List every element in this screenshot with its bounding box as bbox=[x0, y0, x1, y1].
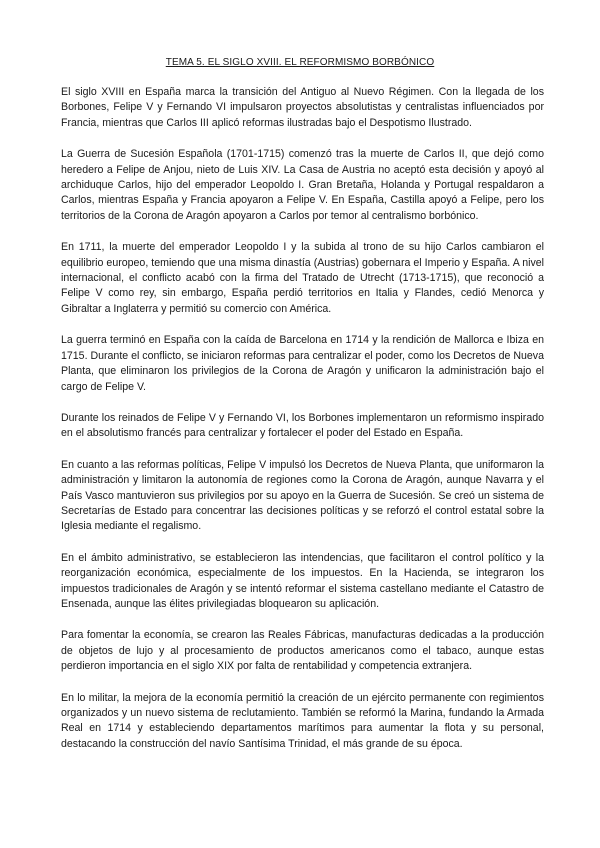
document-body bbox=[61, 85, 544, 768]
paragraph-political-reforms: En cuanto a las reformas políticas, Felipe V impulsó los Decretos de Nueva Planta, que uniformaron la administración y limitaron la autonomía de regiones como la Corona de Aragón, aunque Navarra y el País Vasco mantuvieron sus privilegios por su apoyo en la Guerra de Sucesión. Se creó un sistema de Secretarías de Estado para concentrar las decisiones políticas y se reforzó el control estatal sobre la Iglesia mediante el regalismo. bbox=[61, 458, 544, 533]
paragraph-succession-war: La Guerra de Sucesión Española (1701-1715) comenzó tras la muerte de Carlos II, que dejó como heredero a Felipe de Anjou, nieto de Luis XIV. La Casa de Austria no aceptó esta decisión y apoyó al archiduque Carlos, hijo del emperador Leopoldo I. Gran Bretaña, Holanda y Portugal respaldaron a Carlos, mientras España y Francia apoyaron a Felipe V. En España, Castilla apoyó a Felipe, pero los territorios de la Corona de Aragón apoyaron a Carlos por temor al centralismo borbónico. bbox=[61, 148, 544, 222]
page-title: TEMA 5. EL SIGLO XVIII. EL REFORMISMO BORBÓNICO bbox=[165, 57, 435, 68]
paragraph-war-end: La guerra terminó en España con la caída de Barcelona en 1714 y la rendición de Mallorca e Ibiza en 1715. Durante el conflicto, se iniciaron reformas para centralizar el poder, como los Decretos de Nueva Planta, que eliminaron los privilegios de la Corona de Aragón y unificaron la administración bajo el cargo de Felipe V. bbox=[61, 334, 544, 393]
paragraph-administrative-reforms: En el ámbito administrativo, se establecieron las intendencias, que facilitaron el control político y la reorganización económica, especialmente de los impuestos. En la Hacienda, se integraron los impuestos tradicionales de Aragón y se intentó reformar el sistema castellano mediante el Catastro de Ensenada, aunque las élites privilegiadas bloquearon su aplicación. bbox=[61, 551, 544, 610]
paragraph-utrecht-treaty: En 1711, la muerte del emperador Leopoldo I y la subida al trono de su hijo Carlos cambiaron el equilibrio europeo, temiendo que una misma dinastía (Austrias) gobernara el Imperio y España. A nivel internacional, el conflicto acabó con la firma del Tratado de Utrecht (1713-1715), que reconoció a Felipe V como rey, sin embargo, España perdió territorios en Italia y Flandes, cedió Menorca y Gibraltar a Inglaterra y permitió su comercio con América. bbox=[61, 241, 544, 315]
paragraph-economy: Para fomentar la economía, se crearon las Reales Fábricas, manufacturas dedicadas a la producción de objetos de lujo y al procesamiento de productos americanos como el tabaco, aunque estas perdieron importancia en el siglo XIX por falta de rentabilidad y competencia extranjera. bbox=[61, 629, 544, 673]
paragraph-reformism: Durante los reinados de Felipe V y Fernando VI, los Borbones implementaron un reformismo inspirado en el absolutismo francés para centralizar y fortalecer el poder del Estado en España. bbox=[61, 411, 544, 440]
paragraph-military: En lo militar, la mejora de la economía permitió la creación de un ejército permanente con regimientos organizados y un nuevo sistema de reclutamiento. También se reformó la Marina, fundando la Armada Real en 1714 y estableciendo departamentos marítimos para aumentar la flota y su personal, destacando la construcción del navío Santísima Trinidad, el más grande de su época. bbox=[61, 691, 544, 750]
paragraph-intro: El siglo XVIII en España marca la transición del Antiguo al Nuevo Régimen. Con la llegada de los Borbones, Felipe V y Fernando VI impulsaron proyectos absolutistas y centralistas influenciados por Francia, mientras que Carlos III aplicó reformas ilustradas bajo el Despotismo Ilustrado. bbox=[61, 86, 544, 129]
